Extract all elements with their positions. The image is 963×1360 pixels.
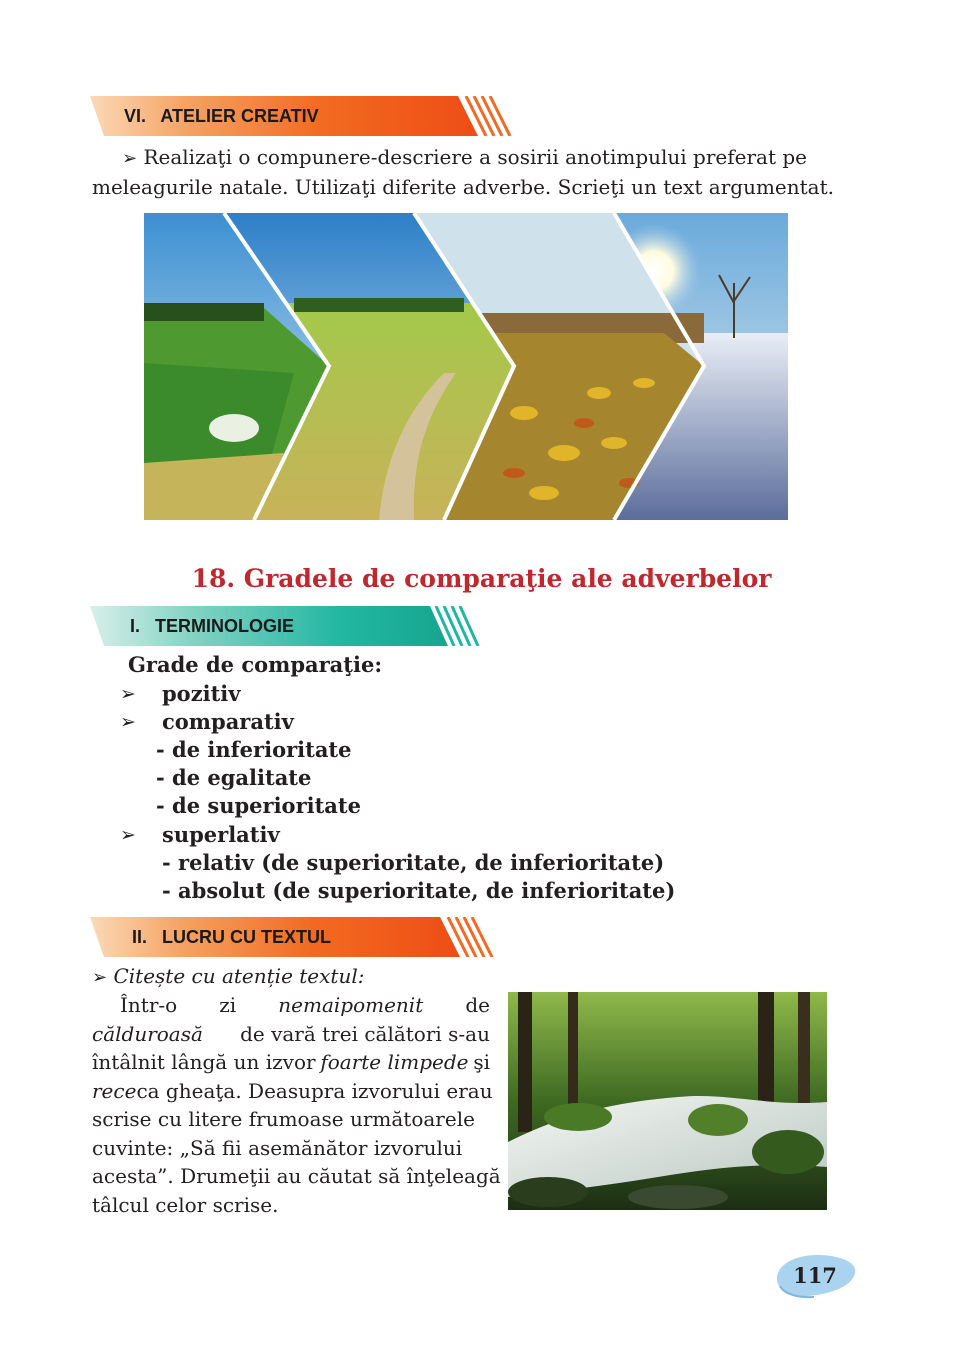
story-text-run: tâlcul celor scrise. bbox=[92, 1192, 279, 1217]
task-line-1: Realizaţi o compunere-descriere a sosirii anotimpului preferat pe bbox=[143, 145, 807, 169]
story-word-italic: rece bbox=[92, 1078, 137, 1103]
section-banner-terminologie bbox=[90, 606, 482, 646]
story-text-run: ca gheaţa. Deasupra izvorului erau bbox=[136, 1078, 493, 1103]
instruction-text: Citește cu atenție textul: bbox=[113, 964, 365, 988]
arrow-bullet-icon: ➢ bbox=[92, 967, 108, 988]
story-text-run: acesta”. Drumeţii au căutat să înţeleagă bbox=[92, 1164, 501, 1188]
section-banner-atelier bbox=[90, 96, 514, 136]
term-comparativ-superioritate: - de superioritate bbox=[156, 793, 361, 818]
page-number: 117 bbox=[793, 1263, 837, 1288]
story-word: şi bbox=[473, 1050, 490, 1074]
story-word-italic: nemaipomenit bbox=[278, 993, 424, 1017]
reading-instruction bbox=[92, 962, 492, 992]
section-label: VI. ATELIER CREATIV bbox=[124, 106, 319, 126]
story-text-run: de vară trei călători s-au bbox=[240, 1021, 490, 1046]
story-word: de bbox=[465, 993, 490, 1017]
story-word: zi bbox=[219, 993, 237, 1017]
story-word-italic: foarte limpede bbox=[320, 1050, 469, 1074]
term-comparativ-egalitate: - de egalitate bbox=[156, 765, 312, 790]
story-word-italic: călduroasă bbox=[92, 1021, 203, 1046]
term-comparativ-inferioritate: - de inferioritate bbox=[156, 737, 352, 762]
story-text-run: întâlnit lângă un izvor bbox=[92, 1050, 316, 1074]
arrow-bullet-icon: ➢ bbox=[120, 711, 136, 733]
term-superlativ-relativ: - relativ (de superioritate, de inferioritate) bbox=[162, 850, 665, 875]
arrow-bullet-icon: ➢ bbox=[120, 683, 136, 705]
section-banner-lucru bbox=[90, 917, 494, 957]
term-pozitiv: pozitiv bbox=[162, 681, 241, 706]
terminology-heading: Grade de comparaţie: bbox=[128, 652, 383, 677]
lesson-title: 18. Gradele de comparaţie ale adverbelor bbox=[191, 564, 772, 593]
story-text bbox=[92, 991, 501, 1219]
task-line-2: meleagurile natale. Utilizaţi diferite adverbe. Scrieţi un text argumentat. bbox=[92, 175, 834, 199]
seasons-image bbox=[144, 213, 788, 520]
arrow-bullet-icon: ➢ bbox=[120, 824, 136, 846]
arrow-bullet-icon: ➢ bbox=[122, 148, 138, 169]
section-label: II. LUCRU CU TEXTUL bbox=[132, 927, 331, 947]
story-text-run: cuvinte: „Să fii asemănător izvorului bbox=[92, 1135, 463, 1160]
atelier-task bbox=[92, 143, 834, 202]
section-label: I. TERMINOLOGIE bbox=[130, 616, 295, 636]
story-text-run: scrise cu litere frumoase următoarele bbox=[92, 1107, 475, 1131]
term-superlativ: superlativ bbox=[162, 822, 280, 847]
forest-stream-image bbox=[508, 992, 827, 1210]
term-superlativ-absolut: - absolut (de superioritate, de inferioritate) bbox=[162, 878, 676, 903]
story-word: Într-o bbox=[120, 993, 178, 1017]
term-comparativ: comparativ bbox=[162, 709, 294, 734]
